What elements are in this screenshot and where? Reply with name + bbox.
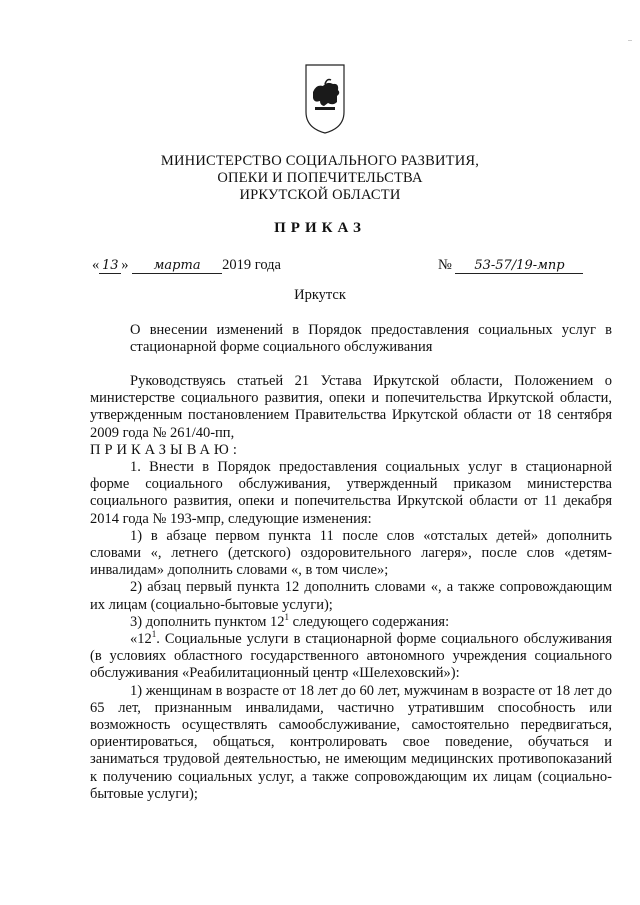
superscript: 1 [284, 612, 290, 623]
item-1-3-text: 3) дополнить пунктом 12 [130, 613, 285, 630]
handwritten-day: 13 [99, 259, 121, 274]
point-12-1-sub-1-paragraph: 1) женщинам в возрасте от 18 лет до 60 лет, мужчинам в возрасте от 18 лет до 65 лет, признанным инвалидами, частично утратившим способность или возможность осуществлять самообслуживание, самостоятельно передвигаться, ориентироваться, общаться, контролировать свое поведение, обучаться и заниматься трудовой деятельностью, не имеющим медицинских противопоказаний к получению социальных услуг, а также сопровождающим их лицам (социально-бытовые услуги); [90, 682, 612, 802]
point-12-1-text: . Социальные услуги в стационарной форме социального обслуживания (в условиях областного государственного автономного учреждения социального обслуживания «Реабилитационный центр «Шелеховский»): [90, 631, 612, 682]
order-word: ПРИКАЗЫВАЮ: [90, 441, 241, 458]
superscript: 1 [151, 629, 157, 640]
handwritten-month: марта [132, 259, 222, 274]
scan-mark [628, 40, 632, 41]
ministry-name [120, 153, 520, 204]
item-1-2-paragraph: 2) абзац первый пункта 12 дополнить словами «, а также сопровождающим их лицам (социально-бытовые услуги); [90, 579, 612, 613]
number-sign: № [438, 257, 452, 273]
handwritten-number: 53-57/19-мпр [455, 259, 583, 274]
date-year: 2019 года [222, 257, 281, 273]
item-1-3-text-end: следующего содержания: [289, 613, 450, 630]
point-12-1-number: «12 [130, 631, 152, 648]
coat-of-arms-emblem [303, 62, 347, 136]
point-12-1-paragraph [90, 631, 612, 683]
ministry-line: ИРКУТСКОЙ ОБЛАСТИ [239, 187, 401, 203]
ministry-line: МИНИСТЕРСТВО СОЦИАЛЬНОГО РАЗВИТИЯ, [160, 153, 480, 169]
item-1-3-paragraph [90, 614, 612, 631]
date-open-quote: « [92, 257, 100, 273]
item-1-1-paragraph: 1) в абзаце первом пункта 11 после слов «отсталых детей» дополнить словами «, летнего (детского) оздоровительного лагеря», после слов «детям-инвалидам» дополнить словами «, в том числе»; [90, 527, 612, 579]
document-body [90, 373, 612, 803]
order-number [438, 257, 583, 274]
ministry-line: ОПЕКИ И ПОПЕЧИТЕЛЬСТВА [217, 170, 423, 186]
document-type-title: ПРИКАЗ [274, 220, 366, 236]
city-name: Иркутск [294, 287, 346, 303]
order-subject: О внесении изменений в Порядок предоставления социальных услуг в стационарной форме социального обслуживания [130, 322, 612, 355]
date-close-quote: » [121, 257, 129, 273]
order-date [92, 257, 281, 274]
item-1-paragraph: 1. Внести в Порядок предоставления социальных услуг в стационарной форме социального обслуживания, утвержденный приказом министерства социального развития, опеки и попечительства Иркутской области от 11 декабря 2014 года № 193-мпр, следующие изменения: [90, 459, 612, 527]
preamble-paragraph: Руководствуясь статьей 21 Устава Иркутской области, Положением о министерстве социального развития, опеки и попечительства Иркутской области, утвержденным постановлением Правительства Иркутской области от 18 сентября 2009 года № 261/40-пп, [90, 373, 612, 441]
